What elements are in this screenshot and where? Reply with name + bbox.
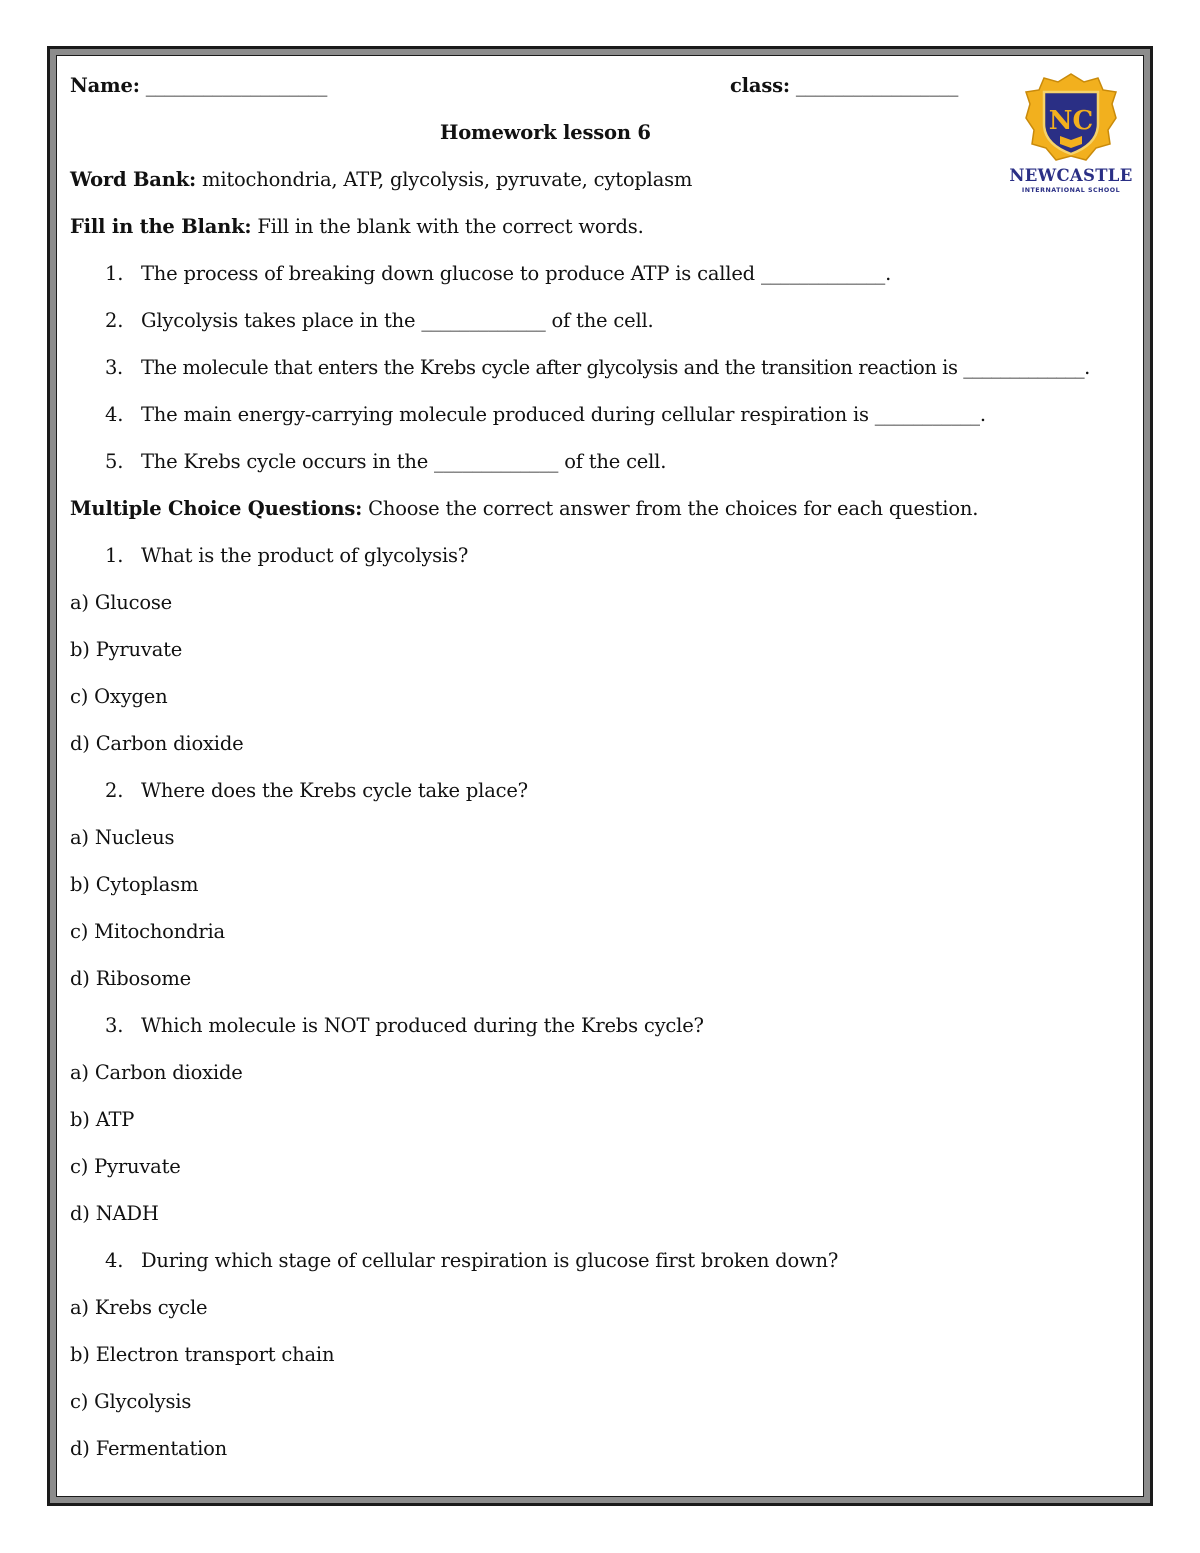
answer-option: b) Electron transport chain	[70, 1343, 335, 1366]
item-number: 5.	[105, 450, 124, 473]
question	[105, 1249, 838, 1272]
answer-option: b) Cytoplasm	[70, 873, 199, 896]
answer-option: c) Oxygen	[70, 685, 168, 708]
answer-option: a) Glucose	[70, 591, 173, 614]
name-label: Name:	[70, 74, 140, 97]
fill-blank-label: Fill in the Blank:	[70, 215, 252, 238]
answer-option: c) Pyruvate	[70, 1155, 181, 1178]
item-text: The Krebs cycle occurs in the _____________ of the cell.	[141, 450, 667, 473]
list-item	[105, 309, 654, 332]
answer-option: d) Carbon dioxide	[70, 732, 244, 755]
school-logo	[1008, 72, 1134, 200]
question	[105, 779, 528, 802]
question-text: Where does the Krebs cycle take place?	[141, 779, 528, 802]
multiple-choice-heading	[70, 497, 978, 520]
answer-option: a) Nucleus	[70, 826, 175, 849]
shield-crest-icon	[1008, 72, 1134, 166]
item-text: The molecule that enters the Krebs cycle after glycolysis and the transition reaction is _____________.	[141, 356, 1090, 379]
answer-option: a) Carbon dioxide	[70, 1061, 243, 1084]
item-number: 4.	[105, 403, 124, 426]
page-title: Homework lesson 6	[440, 121, 651, 144]
fill-blank-instruction: Fill in the blank with the correct words.	[251, 215, 644, 238]
answer-option: c) Mitochondria	[70, 920, 225, 943]
question	[105, 1014, 704, 1037]
question-number: 4.	[105, 1249, 124, 1272]
word-bank-text: mitochondria, ATP, glycolysis, pyruvate, cytoplasm	[196, 168, 693, 191]
question-number: 2.	[105, 779, 124, 802]
item-text: Glycolysis takes place in the _____________ of the cell.	[141, 309, 654, 332]
item-text: The main energy-carrying molecule produced during cellular respiration is ___________.	[141, 403, 986, 426]
answer-option: d) Ribosome	[70, 967, 192, 990]
multiple-choice-instruction: Choose the correct answer from the choices for each question.	[362, 497, 979, 520]
answer-option: d) NADH	[70, 1202, 159, 1225]
item-number: 3.	[105, 356, 123, 379]
item-text: The process of breaking down glucose to produce ATP is called _____________.	[141, 262, 892, 285]
list-item	[105, 356, 1090, 379]
question-number: 3.	[105, 1014, 124, 1037]
list-item	[105, 262, 891, 285]
item-number: 1.	[105, 262, 124, 285]
question-number: 1.	[105, 544, 124, 567]
question	[105, 544, 468, 567]
answer-option: b) Pyruvate	[70, 638, 183, 661]
question-text: Which molecule is NOT produced during the Krebs cycle?	[141, 1014, 704, 1037]
question-text: During which stage of cellular respiration is glucose first broken down?	[141, 1249, 839, 1272]
logo-name: NEWCASTLE	[1009, 166, 1133, 185]
answer-option: b) ATP	[70, 1108, 135, 1131]
word-bank	[70, 168, 692, 191]
multiple-choice-label: Multiple Choice Questions:	[70, 497, 363, 520]
name-field	[70, 74, 327, 97]
class-label: class:	[730, 74, 790, 97]
question-text: What is the product of glycolysis?	[141, 544, 469, 567]
fill-blank-heading	[70, 215, 644, 238]
answer-option: c) Glycolysis	[70, 1390, 192, 1413]
logo-initials: NC	[1048, 106, 1094, 136]
answer-option: a) Krebs cycle	[70, 1296, 208, 1319]
item-number: 2.	[105, 309, 124, 332]
class-field	[730, 74, 958, 97]
word-bank-label: Word Bank:	[70, 168, 197, 191]
logo-subtitle: INTERNATIONAL SCHOOL	[1021, 187, 1121, 194]
list-item	[105, 403, 986, 426]
list-item	[105, 450, 666, 473]
name-blank: ___________________	[145, 74, 328, 97]
answer-option: d) Fermentation	[70, 1437, 228, 1460]
class-blank: _________________	[795, 74, 959, 97]
